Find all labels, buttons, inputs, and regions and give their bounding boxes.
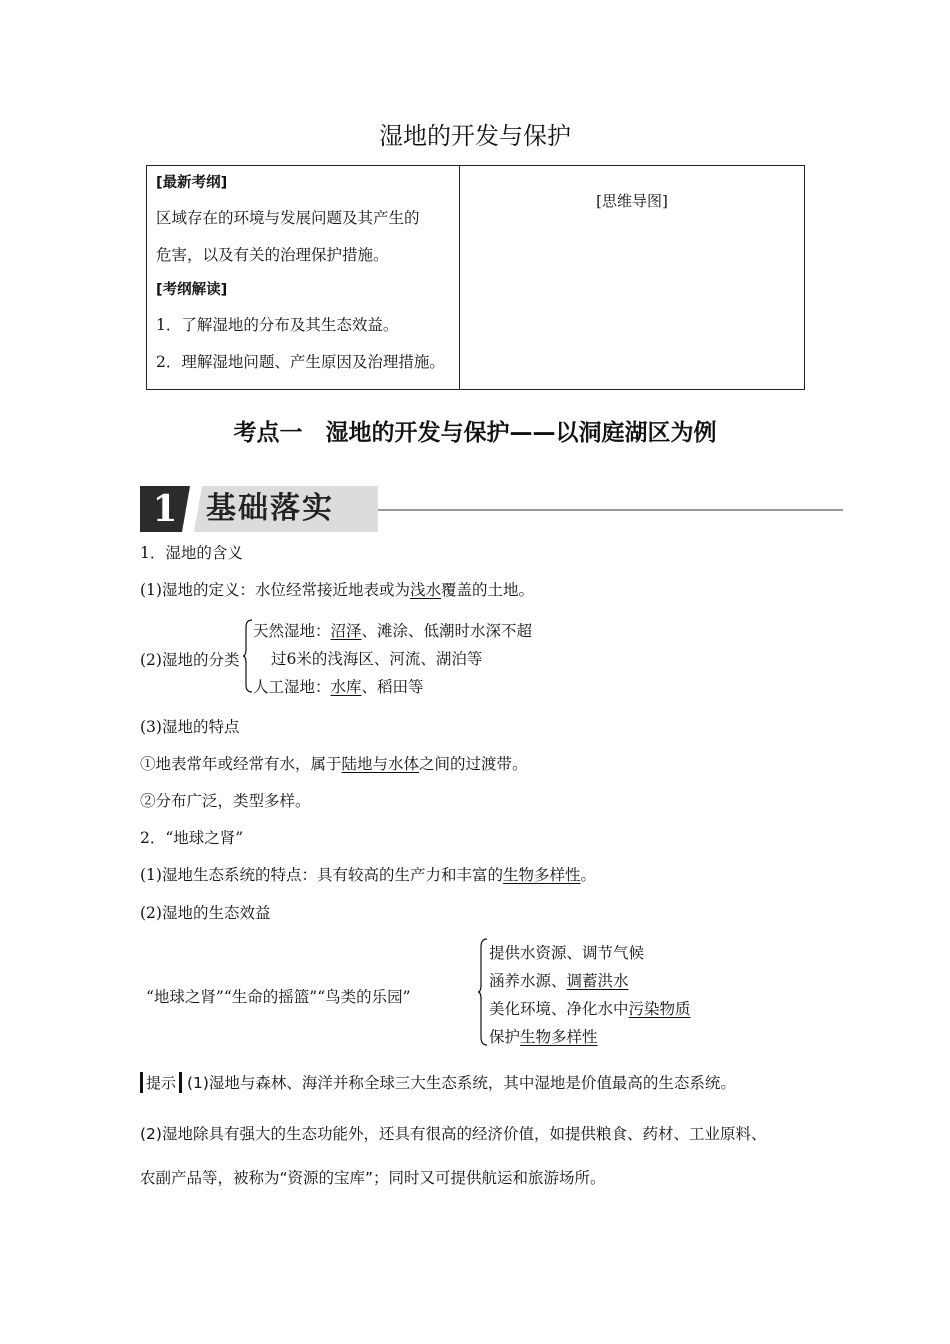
tip-label: 提示 [140,1072,182,1093]
blank-answer: 污染物质 [628,1000,691,1018]
text: 。 [580,866,596,884]
section-title: 考点一 湿地的开发与保护——以洞庭湖区为例 [233,420,717,446]
text: 、滩涂、低潮时水深不超 [361,622,533,640]
blank-answer: 水库 [330,678,362,696]
blank-answer: 沼泽 [330,622,362,640]
text: 保护 [489,1028,521,1046]
features-heading: (3)湿地的特点 [140,718,240,736]
banner-title: 基础落实 [206,491,334,526]
syllabus-line: 1．了解湿地的分布及其生态效益。 [156,316,399,334]
latest-syllabus-heading: [最新考纲] [156,175,228,191]
text: (1)湿地的定义：水位经常接近地表或为 [140,581,410,599]
text: 涵养水源、 [489,972,567,990]
tip-line-1 [140,1071,736,1093]
natural-wetland-line [253,619,532,641]
blank-answer: 生物多样性 [520,1028,598,1046]
benefit-3 [489,997,691,1019]
text: 覆盖的土地。 [440,581,534,599]
benefit-4 [489,1025,598,1047]
blank-answer: 调蓄洪水 [566,972,629,990]
ecosystem-line [140,863,596,885]
benefits-heading: (2)湿地的生态效益 [140,904,271,922]
tip-line-3: 农副产品等，被称为“资源的宝库”；同时又可提供航运和旅游场所。 [140,1169,606,1187]
banner-number: 1 [140,486,190,532]
heading-1: 1．湿地的含义 [140,544,243,562]
text: ①地表常年或经常有水，属于 [140,755,342,773]
syllabus-table [146,165,805,390]
syllabus-line: 危害，以及有关的治理保护措施。 [156,246,389,264]
syllabus-line: 区域存在的环境与发展问题及其产生的 [156,209,420,227]
feature-2: ②分布广泛，类型多样。 [140,792,311,810]
syllabus-line: 2．理解湿地问题、产生原因及治理措施。 [156,353,445,371]
mind-map-label: [思维导图] [596,192,668,210]
blank-answer: 浅水 [409,581,441,599]
blank-answer: 生物多样性 [502,866,581,884]
mind-map-cell [460,166,805,390]
benefit-2 [489,969,629,991]
syllabus-cell [147,166,460,390]
feature-1 [140,752,528,774]
syllabus-interpretation-heading: [考纲解读] [156,282,228,298]
nicknames: “地球之肾”“生命的摇篮”“鸟类的乐园” [146,988,411,1006]
tip-line-2: (2)湿地除具有强大的生态功能外，还具有很高的经济价值，如提供粮食、药材、工业原料、 [140,1125,767,1143]
brace-icon [243,619,253,693]
text: 人工湿地： [253,678,331,696]
text: 之间的过渡带。 [419,755,528,773]
text: (1)湿地与森林、海洋并称全球三大生态系统，其中湿地是价值最高的生态系统。 [182,1074,736,1092]
heading-2: 2．“地球之肾” [140,829,244,847]
page-title: 湿地的开发与保护 [379,122,571,150]
text: 美化环境、净化水中 [489,1000,629,1018]
artificial-wetland-line [253,675,424,697]
text: 、稻田等 [361,678,424,696]
brace-icon [478,938,488,1046]
blank-answer: 陆地与水体 [341,755,420,773]
definition-line [140,578,534,600]
text: (1)湿地生态系统的特点：具有较高的生产力和丰富的 [140,866,503,884]
text: 天然湿地： [253,622,331,640]
classification-label: (2)湿地的分类 [140,651,240,669]
benefit-1: 提供水资源、调节气候 [489,944,645,962]
banner-slash-icon [182,486,206,532]
natural-wetland-line-2: 过6米的浅海区、河流、湖泊等 [271,650,483,668]
banner-divider [378,509,843,511]
